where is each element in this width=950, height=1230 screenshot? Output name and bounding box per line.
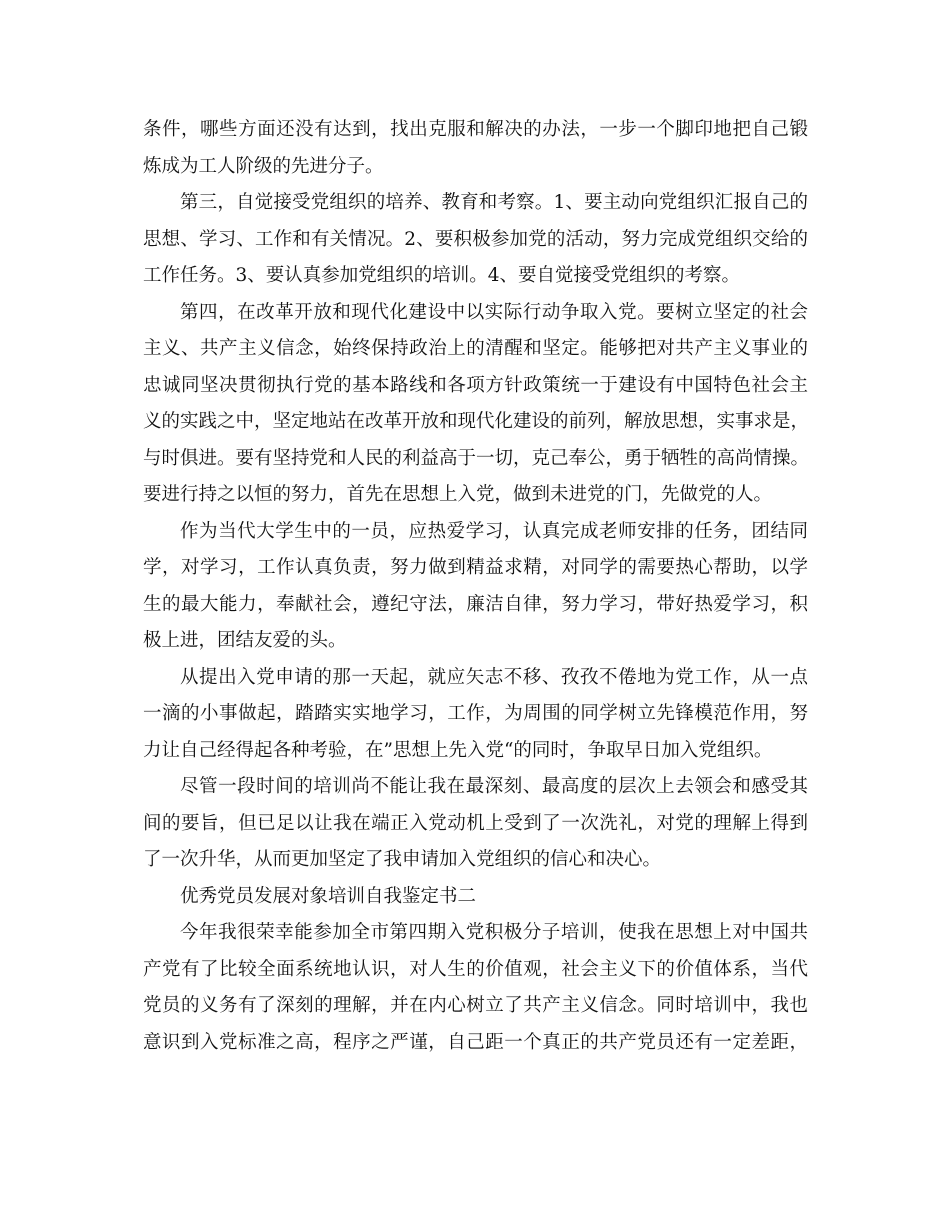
text-line: 条件，哪些方面还没有达到，找出克服和解决的办法，一步一个脚印地把自己锻 [143, 119, 808, 140]
text-line: 今年我很荣幸能参加全市第四期入党积极分子培训，使我在思想上对中国共 [180, 922, 808, 943]
text-line: 作为当代大学生中的一员，应热爱学习，认真完成老师安排的任务，团结同 [180, 520, 808, 542]
text-line: 义的实践之中，坚定地站在改革开放和现代化建设的前列，解放思想，实事求是， [143, 411, 810, 432]
text-line: 力让自己经得起各种考验，在”思想上先入党“的同时，争取早日加入党组织。 [143, 739, 773, 761]
text-line: 工作任务。3、要认真参加党组织的培训。4、要自觉接受党组织的考察。 [143, 265, 741, 286]
text-line: 与时俱进。要有坚持党和人民的利益高于一切，克己奉公，勇于牺牲的高尚情操。 [143, 447, 810, 469]
text-line: 间的要旨，但已足以让我在端正入党动机上受到了一次洗礼，对党的理解上得到 [143, 812, 808, 834]
text-line: 生的最大能力，奉献社会，遵纪守法，廉洁自律，努力学习，带好热爱学习，积 [143, 593, 808, 615]
text-line: 第三，自觉接受党组织的培养、教育和考察。1、要主动向党组织汇报自己的 [180, 192, 808, 213]
text-line: 尽管一段时间的培训尚不能让我在最深刻、最高度的层次上去领会和感受其 [180, 776, 808, 797]
text-line: 主义、共产主义信念，始终保持政治上的清醒和坚定。能够把对共产主义事业的 [143, 338, 808, 359]
text-line: 要进行持之以恒的努力，首先在思想上入党，做到未进党的门，先做党的人。 [143, 484, 773, 505]
text-line: 第四，在改革开放和现代化建设中以实际行动争取入党。要树立坚定的社会 [180, 301, 808, 323]
text-line: 从提出入党申请的那一天起，就应矢志不移、孜孜不倦地为党工作，从一点 [180, 666, 808, 688]
text-line: 思想、学习、工作和有关情况。2、要积极参加党的活动，努力完成党组织交给的 [143, 228, 808, 250]
section-heading: 优秀党员发展对象培训自我鉴定书二 [180, 885, 477, 907]
text-line: 炼成为工人阶级的先进分子。 [143, 155, 384, 177]
text-line: 学，对学习，工作认真负责，努力做到精益求精，对同学的需要热心帮助，以学 [143, 557, 808, 578]
text-line: 意识到入党标准之高，程序之严谨，自己距一个真正的共产党员还有一定差距， [143, 1031, 808, 1053]
text-line: 极上进，团结友爱的头。 [143, 630, 347, 651]
text-line: 一滴的小事做起，踏踏实实地学习，工作，为周围的同学树立先锋模范作用，努 [143, 703, 808, 724]
text-line: 忠诚同坚决贯彻执行党的基本路线和各项方针政策统一于建设有中国特色社会主 [143, 374, 808, 396]
text-line: 产党有了比较全面系统地认识，对人生的价值观，社会主义下的价值体系，当代 [143, 958, 808, 980]
text-line: 党员的义务有了深刻的理解，并在内心树立了共产主义信念。同时培训中，我也 [143, 995, 808, 1016]
document-body [143, 112, 808, 1061]
text-line: 了一次升华，从而更加坚定了我申请加入党组织的信心和决心。 [143, 849, 662, 870]
